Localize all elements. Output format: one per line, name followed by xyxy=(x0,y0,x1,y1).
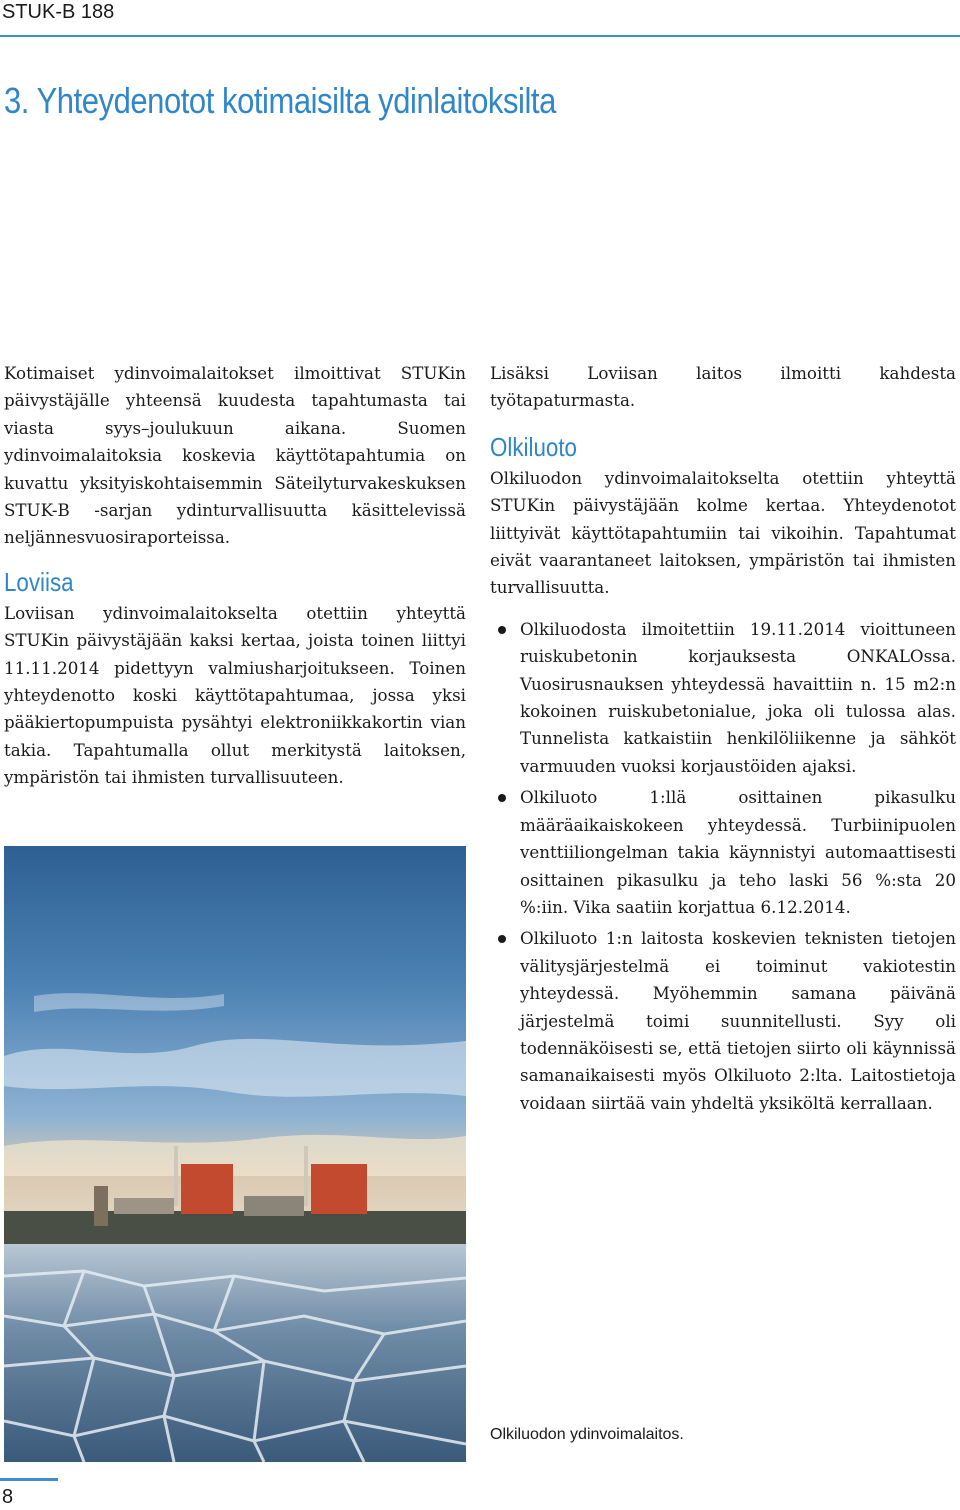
bullet-icon xyxy=(498,794,506,802)
right-column xyxy=(490,360,956,1121)
list-item-text: Olkiluodosta ilmoitettiin 19.11.2014 vioittuneen ruiskubetonin korjauksesta ONKALOssa. Vuosirusnauksen yhteydessä havaittiin n. 15 m2:n kokoinen ruiskubetonialue, joka oli tulossa alas. Tunnelista katkaistiin henkilöliikenne ja sähköt varmuuden vuoksi korjaustöiden ajaksi. xyxy=(520,618,956,776)
bullet-icon xyxy=(498,626,506,634)
loviisa-paragraph: Loviisan ydinvoimalaitokselta otettiin yhteyttä STUKin päivystäjään kaksi kertaa, joista toinen liittyi 11.11.2014 pidettyyn valmiusharjoitukseen. Toinen yhteydenotto koski käyttötapahtumaa, jossa yksi pääkiertopumpuista pysähtyi elektroniikkakortin vian takia. Tapahtumalla ollut merkitystä laitoksen, ympäristön tai ihmisten turvallisuuteen. xyxy=(4,602,466,788)
header-rule xyxy=(0,35,960,37)
list-item xyxy=(490,616,956,780)
olkiluoto-heading: Olkiluoto xyxy=(490,431,577,462)
chapter-title: 3. Yhteydenotot kotimaisilta ydinlaitoksilta xyxy=(4,80,556,121)
olkiluoto-event-list xyxy=(490,616,956,1117)
intro-paragraph: Kotimaiset ydinvoimalaitokset ilmoittivat STUKin päivystäjälle yhteensä kuudesta tapahtumasta tai viasta syys–joulukuun aikana. Suomen ydinvoimalaitoksia koskevia käyttötapahtumia on kuvattu yksityiskohtaisemmin Säteilyturvakeskuksen STUK-B -sarjan ydinturvallisuutta käsittelevissä neljännesvuosiraporteissa. xyxy=(4,363,466,548)
list-item-text: Olkiluoto 1:n laitosta koskevien teknisten tietojen välitysjärjestelmä ei toiminut vakiotestin yhteydessä. Myöhemmin samana päivänä järjestelmä toimi suunnitellusti. Syy oli todennäköisesti se, että tietojen siirto oli käynnissä samanaikaisesti myös Olkiluoto 2:lta. Laitostietoja voidaan siirtää vain yhdeltä yksiköltä kerrallaan. xyxy=(520,928,956,1113)
loviisa-continued-paragraph: Lisäksi Loviisan laitos ilmoitti kahdesta työtapaturmasta. xyxy=(490,363,956,411)
list-item xyxy=(490,925,956,1117)
footer-rule xyxy=(0,1478,58,1481)
olkiluoto-paragraph: Olkiluodon ydinvoimalaitokselta otettiin yhteyttä STUKin päivystäjään kolme kertaa. Yhteydenotot liittyivät käyttötapahtumiin tai vikoihin. Tapahtumat eivät vaarantaneet laitoksen, ympäristön tai ihmisten turvallisuutta. xyxy=(490,467,956,598)
page-number: 8 xyxy=(2,1486,14,1508)
olkiluoto-photo xyxy=(4,846,466,1462)
loviisa-heading: Loviisa xyxy=(4,566,74,597)
list-item-text: Olkiluoto 1:llä osittainen pikasulku määräaikaiskokeen yhteydessä. Turbiinipuolen venttiiliongelman takia käynnistyi automaattisesti osittainen pikasulku ja teho laski 56 %:sta 20 %:iin. Vika saatiin korjattua 6.12.2014. xyxy=(520,787,956,917)
left-column xyxy=(4,360,466,792)
list-item xyxy=(490,784,956,921)
series-label: STUK-B 188 xyxy=(2,1,115,23)
photo-caption: Olkiluodon ydinvoimalaitos. xyxy=(490,1426,684,1443)
bullet-icon xyxy=(498,935,506,943)
